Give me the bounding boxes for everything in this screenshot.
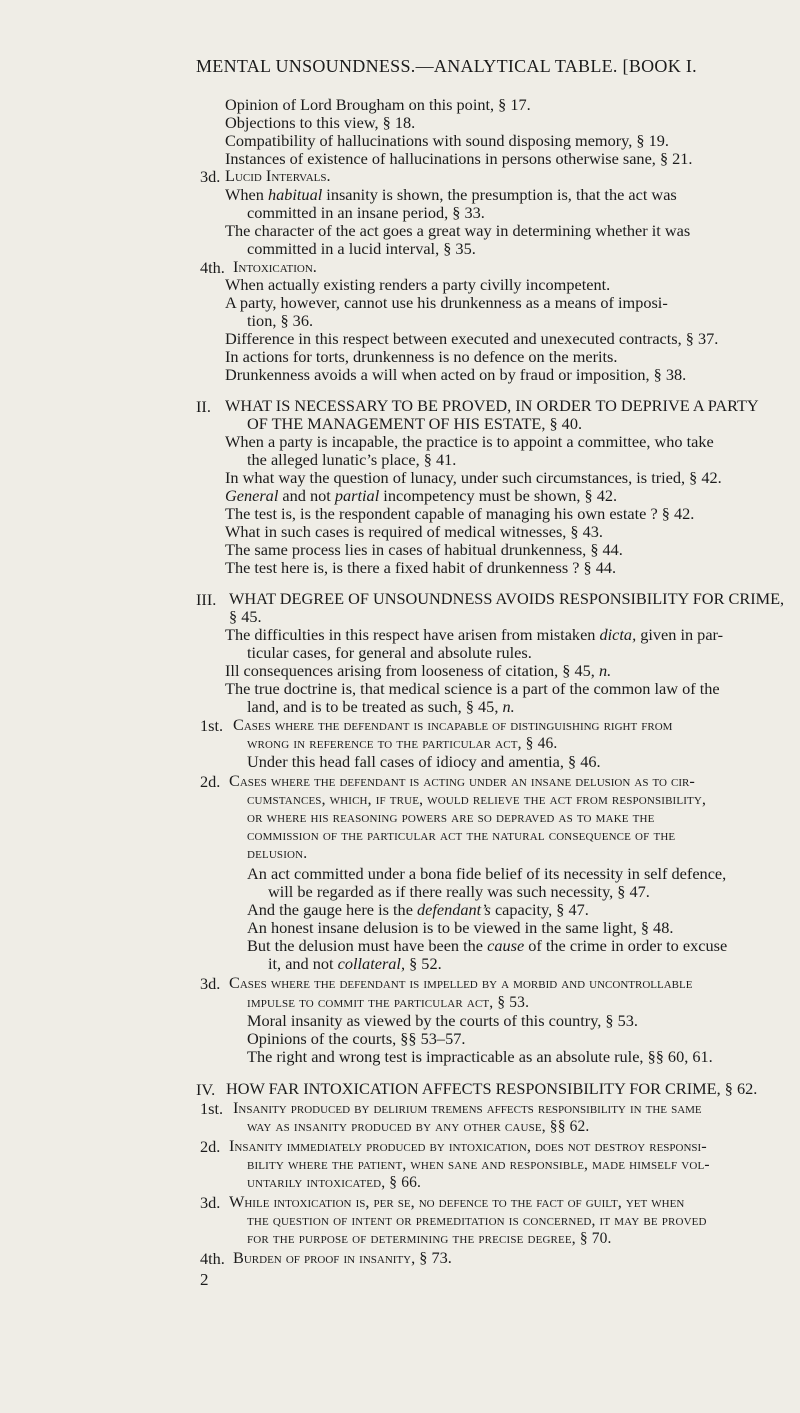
text-line: An honest insane delusion is to be viewed in the same light, § 48.: [247, 918, 674, 937]
item-number: 3d.: [200, 1193, 221, 1212]
item-number: 1st.: [200, 716, 224, 735]
subheading: wrong in reference to the particular act, § 46.: [247, 735, 558, 752]
section-heading: § 45.: [229, 607, 262, 626]
section-heading: HOW FAR INTOXICATION AFFECTS RESPONSIBILITY FOR CRIME, § 62.: [226, 1079, 758, 1098]
subheading: Insanity immediately produced by intoxication, does not destroy responsi-: [229, 1136, 707, 1155]
subheading-intoxication: Intoxication.: [233, 257, 317, 276]
text-line: The same process lies in cases of habitual drunkenness, § 44.: [225, 540, 623, 559]
text-line: But the delusion must have been the cause of the crime in order to excuse: [247, 936, 728, 955]
text-line: land, and is to be treated as such, § 45, n.: [247, 697, 515, 716]
text-line: Objections to this view, § 18.: [225, 113, 416, 132]
section-heading: WHAT IS NECESSARY TO BE PROVED, IN ORDER TO DEPRIVE A PARTY: [225, 396, 759, 415]
subheading: delusion.: [247, 845, 308, 862]
text-line: When actually existing renders a party civilly incompetent.: [225, 275, 611, 294]
section-number: III.: [196, 590, 217, 609]
text-line: The test is, is the respondent capable of managing his own estate ? § 42.: [225, 504, 695, 523]
item-number: 3d.: [200, 167, 221, 186]
text-line: The character of the act goes a great way in determining whether it was: [225, 221, 691, 240]
subheading: the question of intent or premeditation is concerned, it may be proved: [247, 1212, 707, 1229]
subheading: Cases where the defendant is incapable of distinguishing right from: [233, 715, 673, 734]
text-line: it, and not collateral, § 52.: [268, 954, 442, 973]
subheading: or where his reasoning powers are so depraved as to make the: [247, 809, 655, 826]
subheading: Burden of proof in insanity, § 73.: [233, 1248, 452, 1267]
subheading: cumstances, which, if true, would relieve the act from responsibility,: [247, 791, 707, 808]
item-number: 2d.: [200, 772, 221, 791]
page-number: 2: [200, 1270, 209, 1289]
text-line: The true doctrine is, that medical science is a part of the common law of the: [225, 679, 720, 698]
text-line: tion, § 36.: [247, 311, 314, 330]
text-line: the alleged lunatic’s place, § 41.: [247, 450, 457, 469]
text-line: will be regarded as if there really was such necessity, § 47.: [268, 882, 650, 901]
text-line: The difficulties in this respect have arisen from mistaken dicta, given in par-: [225, 625, 724, 644]
text-line: Drunkenness avoids a will when acted on by fraud or imposition, § 38.: [225, 365, 687, 384]
subheading: Cases where the defendant is impelled by a morbid and uncontrollable: [229, 973, 693, 992]
text-line: A party, however, cannot use his drunkenness as a means of imposi-: [225, 293, 668, 312]
subheading: Insanity produced by delirium tremens affects responsibility in the same: [233, 1098, 702, 1117]
section-heading: WHAT DEGREE OF UNSOUNDNESS AVOIDS RESPONSIBILITY FOR CRIME,: [229, 589, 785, 608]
text-line: Compatibility of hallucinations with sound disposing memory, § 19.: [225, 131, 669, 150]
item-number: 2d.: [200, 1137, 221, 1156]
subheading: for the purpose of determining the precise degree, § 70.: [247, 1230, 612, 1247]
text-line: Under this head fall cases of idiocy and amentia, § 46.: [247, 752, 601, 771]
text-line: ticular cases, for general and absolute rules.: [247, 643, 532, 662]
text-line: The right and wrong test is impracticable as an absolute rule, §§ 60, 61.: [247, 1047, 713, 1066]
item-number: 4th.: [200, 258, 225, 277]
subheading: impulse to commit the particular act, § 53.: [247, 994, 530, 1011]
text-line: Instances of existence of hallucinations in persons otherwise sane, § 21.: [225, 149, 693, 168]
running-head: MENTAL UNSOUNDNESS.—ANALYTICAL TABLE. [BOOK I.: [196, 56, 697, 76]
text-line: Ill consequences arising from looseness of citation, § 45, n.: [225, 661, 612, 680]
item-number: 3d.: [200, 974, 221, 993]
subheading: untarily intoxicated, § 66.: [247, 1174, 422, 1191]
text-line: When a party is incapable, the practice is to appoint a committee, who take: [225, 432, 714, 451]
text-line: An act committed under a bona fide belief of its necessity in self defence,: [247, 864, 727, 883]
text-line: And the gauge here is the defendant’s capacity, § 47.: [247, 900, 589, 919]
text-line: Moral insanity as viewed by the courts of this country, § 53.: [247, 1011, 638, 1030]
subheading: bility where the patient, when sane and responsible, made himself vol-: [247, 1156, 710, 1173]
text-line: committed in an insane period, § 33.: [247, 203, 485, 222]
section-number: II.: [196, 397, 211, 416]
text-line: The test here is, is there a fixed habit of drunkenness ? § 44.: [225, 558, 617, 577]
text-line: General and not partial incompetency must be shown, § 42.: [225, 486, 618, 505]
subheading: commission of the particular act the natural consequence of the: [247, 827, 676, 844]
item-number: 4th.: [200, 1249, 225, 1268]
text-line: In actions for torts, drunkenness is no defence on the merits.: [225, 347, 618, 366]
text-line: What in such cases is required of medical witnesses, § 43.: [225, 522, 603, 541]
text-line: Difference in this respect between executed and unexecuted contracts, § 37.: [225, 329, 719, 348]
text-line: committed in a lucid interval, § 35.: [247, 239, 476, 258]
subheading: way as insanity produced by any other cause, §§ 62.: [247, 1118, 590, 1135]
item-number: 1st.: [200, 1099, 224, 1118]
text-line: Opinion of Lord Brougham on this point, § 17.: [225, 95, 531, 114]
text-line: In what way the question of lunacy, under such circumstances, is tried, § 42.: [225, 468, 722, 487]
subheading-lucid-intervals: Lucid Intervals.: [225, 166, 331, 185]
subheading: While intoxication is, per se, no defence to the fact of guilt, yet when: [229, 1192, 685, 1211]
section-number: IV.: [196, 1080, 216, 1099]
subheading: Cases where the defendant is acting under an insane delusion as to cir-: [229, 771, 695, 790]
text-line: Opinions of the courts, §§ 53–57.: [247, 1029, 466, 1048]
text-line: When habitual insanity is shown, the presumption is, that the act was: [225, 185, 677, 204]
section-heading: OF THE MANAGEMENT OF HIS ESTATE, § 40.: [247, 414, 583, 433]
